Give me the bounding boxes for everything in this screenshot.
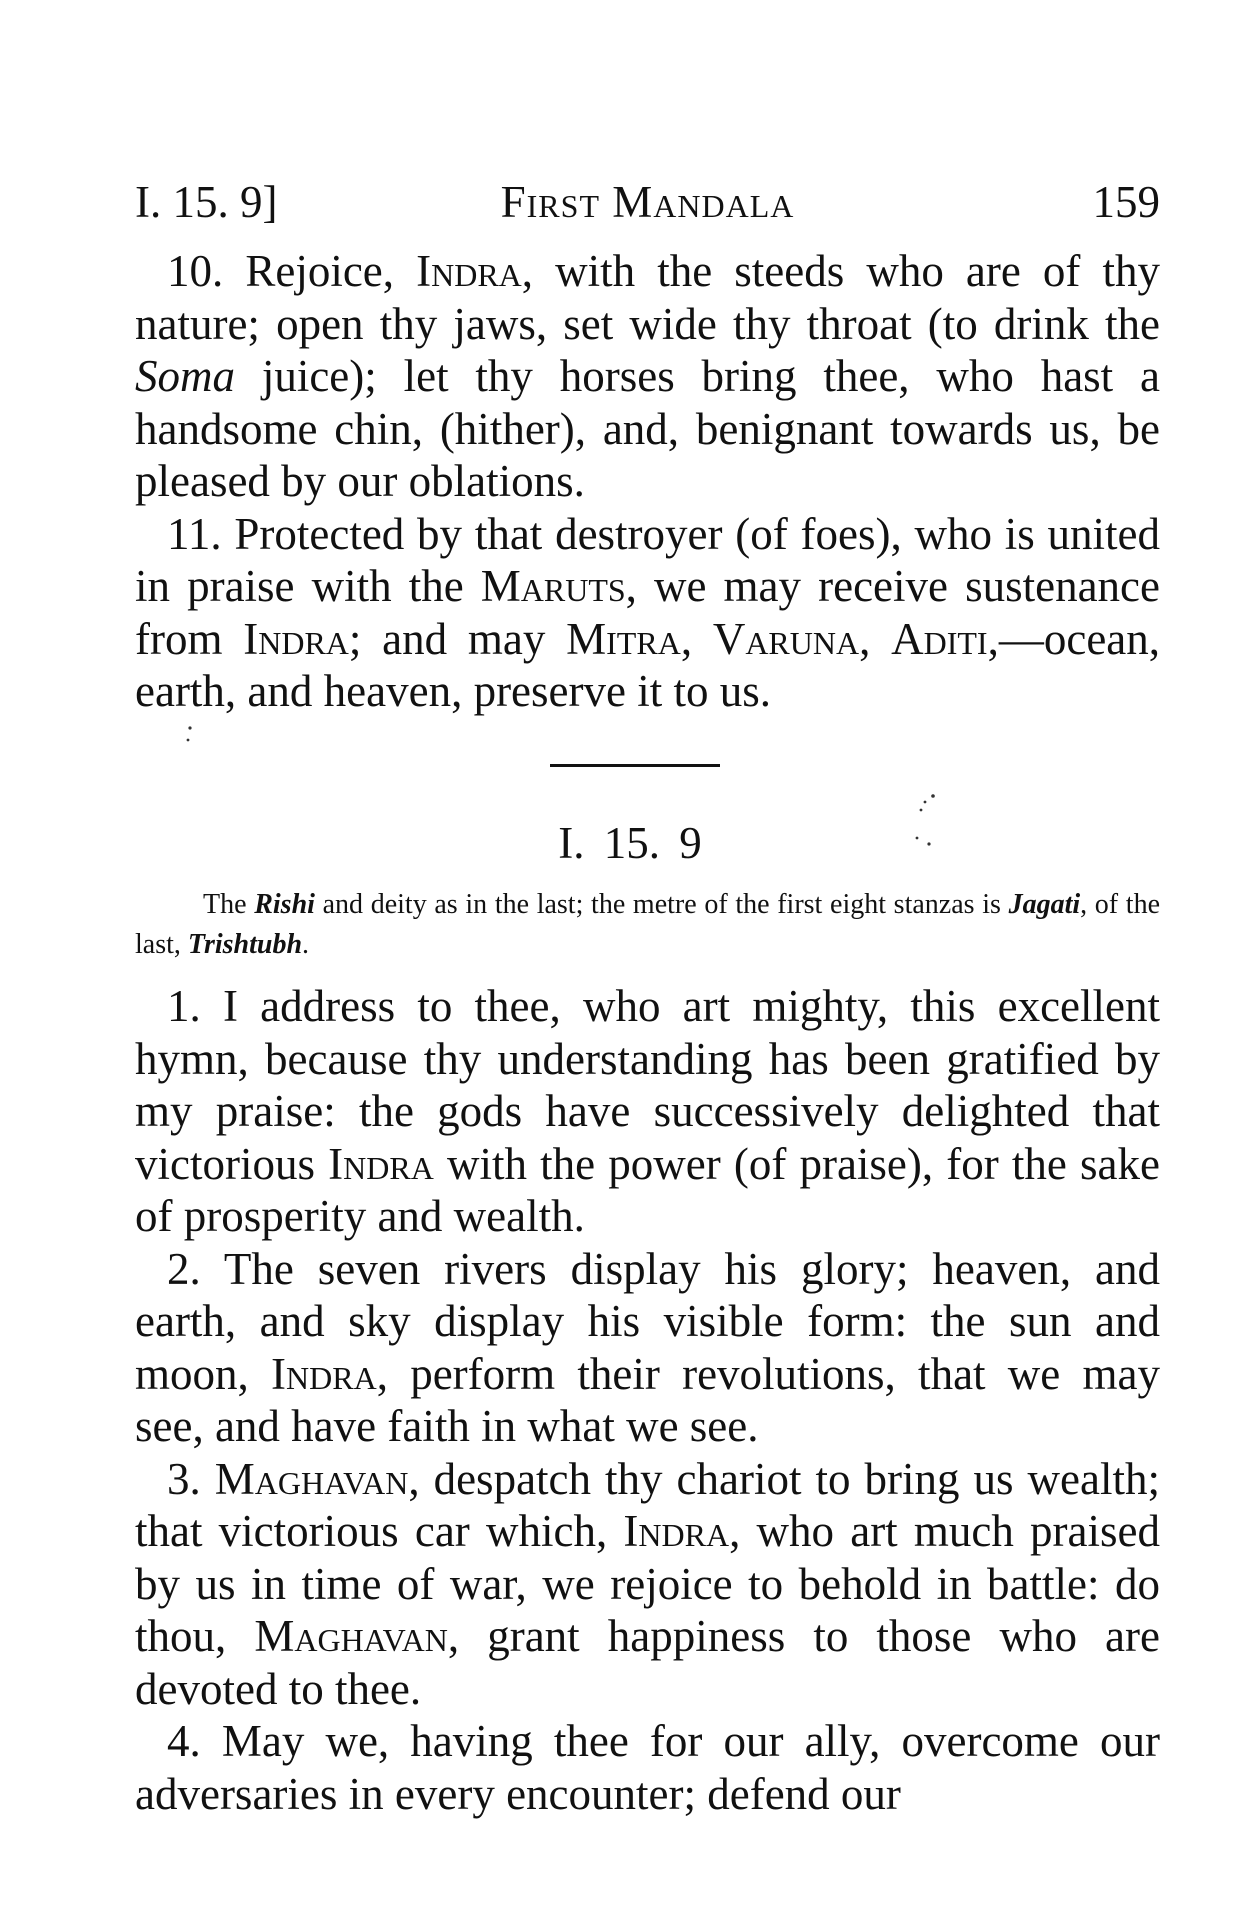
italic-term: Soma	[135, 351, 235, 401]
verse-number: 11.	[167, 508, 222, 559]
deity-name: Indra	[271, 1348, 377, 1399]
verse-number: 2.	[167, 1243, 201, 1294]
verse-11: 11. Protected by that destroyer (of foes), who is united in praise with the Maruts, we may receive sustenance from Indra; and may Mitra, Varuna, Aditi,—ocean, earth, and heaven, preserve it to us.	[135, 508, 1161, 716]
verses-block	[135, 980, 1160, 1820]
hymn-note-block	[135, 885, 1160, 965]
deity-name: Maruts	[480, 561, 626, 611]
verse-10: 10. Rejoice, Indra, with the steeds who are of thy nature; open thy jaws, set wide thy throat (to drink the Soma juice); let thy horses bring thee, who hast a handsome chin, (hither), and, benignant towards us, be pleased by our oblations.	[135, 246, 1160, 506]
italic-term: Jagati	[1008, 889, 1081, 920]
deity-name: Indra	[623, 1506, 730, 1556]
verse-2: 2. The seven rivers display his glory; heaven, and earth, and sky display his visible form: the sun and moon, Indra, perform their revolutions, that we may see, and have faith in what we see.	[135, 1243, 1160, 1451]
print-speck	[180, 720, 200, 760]
verse-number: 1.	[167, 981, 201, 1031]
page-number: 159	[1092, 177, 1160, 227]
deity-name: Maghavan	[254, 1611, 448, 1661]
italic-term: Trishtubh	[187, 929, 303, 960]
deity-name: Varuna	[712, 613, 860, 664]
verse-1: 1. I address to thee, who art mighty, this excellent hymn, because thy understanding has been gratified by my praise: the gods have successively delighted that victorious Indra with the power (of praise), for the sake of prosperity and wealth.	[135, 981, 1160, 1241]
italic-term: Rishi	[254, 889, 315, 920]
section-divider	[550, 764, 720, 767]
deity-name: Mitra	[566, 613, 681, 664]
print-speck	[895, 790, 955, 850]
verse-number: 10.	[167, 246, 224, 296]
verse-4: 4. May we, having thee for our ally, overcome our adversaries in every encounter; defend our	[135, 1716, 1160, 1819]
deity-name: Indra	[328, 1138, 434, 1189]
verse-number: 3.	[167, 1453, 201, 1504]
deity-name: Aditi	[891, 613, 988, 664]
deity-name: Indra	[416, 246, 522, 296]
deity-name: Indra	[243, 613, 349, 664]
running-header	[135, 172, 1160, 232]
verse-10-block	[135, 245, 1160, 718]
verse-number: 4.	[167, 1716, 201, 1766]
header-reference: I. 15. 9]	[135, 177, 278, 227]
hymn-note: The Rishi and deity as in the last; the metre of the first eight stanzas is Jagati, of the last, Trishtubh.	[135, 889, 1161, 960]
section-heading: I. 15. 9	[558, 818, 702, 868]
verse-3: 3. Maghavan, despatch thy chariot to bring us wealth; that victorious car which, Indra, who art much praised by us in time of war, we rejoice to behold in battle: do thou, Maghavan, grant happiness to those who are devoted to thee.	[135, 1453, 1161, 1714]
header-title: First Mandala	[500, 177, 795, 227]
deity-name: Maghavan	[214, 1453, 409, 1504]
